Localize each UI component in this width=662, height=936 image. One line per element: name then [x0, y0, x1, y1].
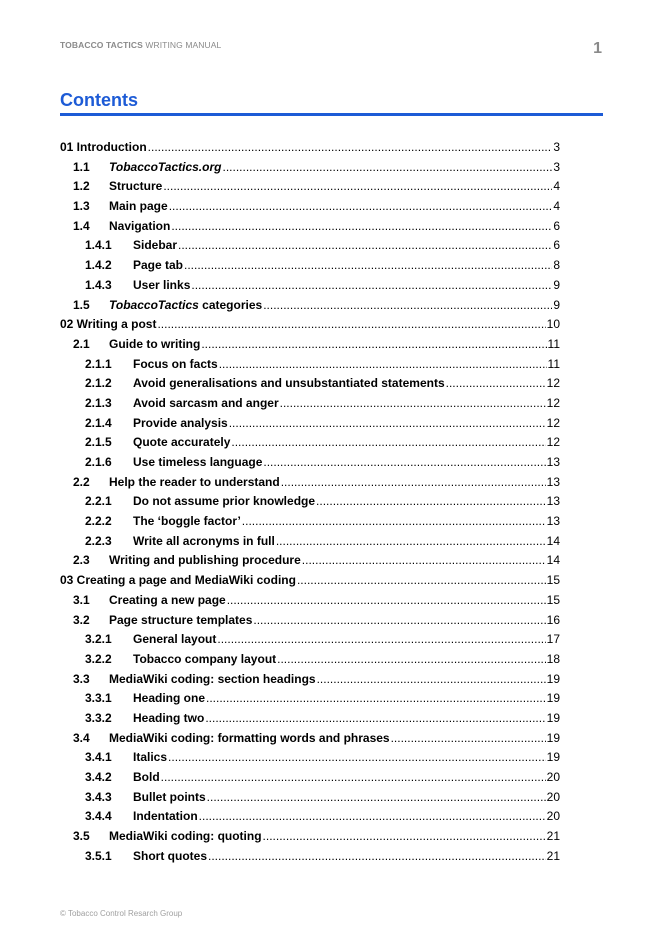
toc-entry-page: 19	[546, 671, 560, 686]
toc-entry-number: 3.3	[73, 671, 90, 686]
toc-entry[interactable]	[60, 691, 560, 711]
toc-entry-number: 3.4.1	[85, 750, 112, 765]
toc-entry[interactable]	[60, 238, 560, 258]
toc-entry-page: 4	[553, 199, 560, 214]
toc-entry[interactable]	[60, 357, 560, 377]
dot-leader	[222, 160, 552, 174]
toc-entry-number: 3.4	[73, 730, 90, 745]
toc-entry-page: 12	[546, 435, 560, 450]
toc-entry-page: 17	[546, 632, 560, 647]
toc-entry-page: 18	[546, 651, 560, 666]
toc-entry[interactable]	[60, 455, 560, 475]
toc-entry[interactable]	[60, 553, 560, 573]
dot-leader	[231, 435, 545, 449]
header-subtitle: WRITING MANUAL	[145, 40, 222, 50]
toc-entry[interactable]	[60, 652, 560, 672]
toc-entry[interactable]	[60, 258, 560, 278]
dot-leader	[446, 376, 546, 390]
dot-leader	[206, 691, 546, 705]
toc-entry[interactable]	[60, 475, 560, 495]
toc-entry-page: 6	[553, 238, 560, 253]
dot-leader	[242, 514, 546, 528]
dot-leader	[317, 672, 546, 686]
toc-entry-page: 16	[546, 612, 560, 627]
toc-entry-page: 10	[546, 317, 560, 332]
toc-entry-title: Creating a new page	[109, 592, 226, 607]
toc-entry-title: Short quotes	[133, 848, 207, 863]
toc-entry[interactable]	[60, 711, 560, 731]
toc-entry-title: Avoid sarcasm and anger	[133, 395, 279, 410]
toc-entry-page: 11	[547, 356, 560, 371]
toc-entry-page: 8	[553, 258, 560, 273]
dot-leader	[219, 357, 547, 371]
toc-entry-page: 19	[546, 691, 560, 706]
toc-entry-number: 2.1.2	[85, 376, 112, 391]
dot-leader	[168, 750, 546, 764]
toc-entry-title: Bold	[133, 770, 160, 784]
dot-leader	[171, 219, 552, 233]
toc-entry-number: 3.5	[73, 829, 90, 844]
toc-entry[interactable]	[60, 750, 560, 770]
toc-entry-page: 3	[553, 140, 560, 154]
toc-entry-number: 3.2.2	[85, 651, 112, 666]
toc-entry[interactable]	[60, 829, 560, 849]
toc-entry-page: 21	[546, 848, 560, 863]
page-number: 1	[593, 40, 602, 57]
title-rule	[60, 113, 603, 116]
dot-leader	[316, 494, 546, 508]
toc-entry-number: 1.5	[73, 297, 90, 312]
toc-entry-page: 15	[546, 573, 560, 588]
toc-entry-title: Avoid generalisations and unsubstantiated statements	[133, 376, 445, 391]
toc-entry-title: Heading one	[133, 691, 206, 706]
dot-leader	[163, 179, 552, 193]
toc-entry-title: Indentation	[133, 809, 198, 824]
toc-entry-title: Page structure templates	[109, 612, 253, 627]
toc-entry-title: TobaccoTactics categories	[109, 297, 263, 312]
toc-entry-page: 12	[546, 395, 560, 410]
toc-entry-page: 14	[546, 533, 560, 548]
toc-entry-number: 2.1.1	[85, 356, 112, 371]
toc-entry[interactable]	[60, 160, 560, 180]
toc-entry-page: 12	[546, 415, 560, 430]
dot-leader	[276, 534, 546, 548]
toc-entry-page: 9	[553, 297, 560, 312]
toc-entry-page: 4	[553, 179, 560, 194]
toc-entry-number: 3.3.2	[85, 710, 112, 725]
toc-entry-title: Italics	[133, 750, 168, 765]
toc-entry-page: 12	[546, 376, 560, 391]
dot-leader	[263, 455, 545, 469]
toc-entry-number: 2.2.3	[85, 533, 112, 548]
toc-entry-number: 1.3	[73, 199, 90, 214]
toc-entry[interactable]	[60, 179, 560, 199]
toc-entry-number: 2.2.2	[85, 514, 112, 529]
toc-entry[interactable]	[60, 298, 560, 318]
toc-entry[interactable]	[60, 809, 560, 829]
dot-leader	[207, 790, 546, 804]
toc-entry-number: 1.2	[73, 179, 90, 194]
dot-leader	[281, 475, 546, 489]
toc-entry-number: 2.1.4	[85, 415, 112, 430]
dot-leader	[391, 731, 546, 745]
toc-entry-page: 9	[553, 277, 560, 292]
toc-entry-title: Write all acronyms in full	[133, 533, 275, 548]
toc-entry-number: 3.4.3	[85, 789, 112, 804]
toc-entry[interactable]	[60, 849, 560, 869]
toc-entry-number: 2.2.1	[85, 494, 112, 509]
toc-entry-page: 13	[546, 474, 560, 489]
toc-entry-number: 2.3	[73, 553, 90, 568]
toc-entry-number: 3.2.1	[85, 632, 112, 647]
toc-entry-number: 3.3.1	[85, 691, 112, 706]
toc-entry-page: 20	[546, 809, 560, 824]
toc-entry-page: 6	[553, 218, 560, 233]
toc-entry-title: Focus on facts	[133, 356, 218, 371]
table-of-contents	[60, 140, 560, 868]
dot-leader	[199, 809, 546, 823]
toc-entry-page: 20	[546, 789, 560, 804]
toc-entry-page: 13	[546, 455, 560, 469]
toc-entry-number: 2.1.5	[85, 435, 112, 450]
toc-entry-number: 2.2	[73, 474, 90, 489]
dot-leader	[253, 613, 545, 627]
toc-entry[interactable]	[60, 672, 560, 692]
toc-entry[interactable]	[60, 573, 560, 593]
toc-entry-number: 3.4.2	[85, 770, 112, 784]
toc-entry[interactable]	[60, 593, 560, 613]
toc-entry[interactable]	[60, 396, 560, 416]
dot-leader	[263, 829, 546, 843]
toc-entry[interactable]	[60, 534, 560, 554]
toc-entry-page: 20	[546, 770, 560, 784]
toc-entry[interactable]	[60, 770, 560, 790]
toc-entry[interactable]	[60, 632, 560, 652]
toc-entry-number: 2.1	[73, 336, 90, 351]
dot-leader	[217, 632, 545, 646]
dot-leader	[157, 317, 545, 331]
toc-entry[interactable]	[60, 613, 560, 633]
toc-entry-title: Help the reader to understand	[109, 474, 280, 489]
toc-entry-page: 13	[546, 514, 560, 529]
toc-entry-number: 1.4.1	[85, 238, 112, 253]
dot-leader	[229, 416, 546, 430]
toc-entry[interactable]	[60, 790, 560, 810]
toc-entry-title: Provide analysis	[133, 415, 228, 430]
toc-entry-page: 11	[547, 336, 560, 351]
toc-entry-title: 02 Writing a post	[60, 317, 157, 332]
toc-entry-page: 14	[546, 553, 560, 568]
toc-entry-page: 19	[546, 750, 560, 765]
toc-entry-title: Do not assume prior knowledge	[133, 494, 316, 509]
toc-entry-title: MediaWiki coding: quoting	[109, 829, 262, 844]
dot-leader	[148, 140, 553, 154]
toc-entry-title: Main page	[109, 199, 168, 214]
toc-entry[interactable]	[60, 317, 560, 337]
toc-entry-title: Sidebar	[133, 238, 178, 253]
toc-entry[interactable]	[60, 278, 560, 298]
toc-entry-title: Bullet points	[133, 789, 206, 804]
toc-entry[interactable]	[60, 337, 560, 357]
toc-entry-number: 1.1	[73, 159, 90, 174]
dot-leader	[302, 553, 546, 567]
toc-entry[interactable]	[60, 219, 560, 239]
dot-leader	[263, 298, 552, 312]
toc-entry[interactable]	[60, 494, 560, 514]
dot-leader	[280, 396, 546, 410]
toc-entry-title: Guide to writing	[109, 336, 201, 351]
toc-entry-title: Tobacco company layout	[133, 651, 277, 666]
toc-entry-title: Writing and publishing procedure	[109, 553, 301, 568]
toc-entry[interactable]	[60, 140, 560, 160]
dot-leader	[161, 770, 546, 784]
toc-entry-title: The ‘boggle factor’	[133, 514, 241, 529]
header-brand: TOBACCO TACTICS	[60, 40, 143, 50]
dot-leader	[169, 199, 553, 213]
dot-leader	[178, 238, 552, 252]
toc-entry[interactable]	[60, 376, 560, 396]
toc-entry[interactable]	[60, 416, 560, 436]
footer-copyright: © Tobacco Control Resarch Group	[60, 909, 183, 918]
toc-entry[interactable]	[60, 514, 560, 534]
toc-entry-title: User links	[133, 277, 191, 292]
dot-leader	[227, 593, 546, 607]
toc-entry-page: 3	[553, 159, 560, 174]
toc-entry-number: 3.4.4	[85, 809, 112, 824]
toc-entry[interactable]	[60, 731, 560, 751]
toc-entry[interactable]	[60, 435, 560, 455]
toc-entry-number: 2.1.6	[85, 455, 112, 469]
contents-title: Contents	[60, 90, 138, 110]
dot-leader	[277, 652, 546, 666]
toc-entry-title: Structure	[109, 179, 163, 194]
toc-entry-number: 1.4.2	[85, 258, 112, 273]
dot-leader	[184, 258, 552, 272]
toc-entry-title: Use timeless language	[133, 455, 263, 469]
toc-entry-page: 15	[546, 592, 560, 607]
running-header	[60, 40, 221, 50]
toc-entry-title: Navigation	[109, 218, 171, 233]
toc-entry-title: MediaWiki coding: formatting words and phrases	[109, 730, 390, 745]
toc-entry-title: Heading two	[133, 710, 205, 725]
toc-entry-number: 3.1	[73, 592, 90, 607]
toc-entry-title: TobaccoTactics.org	[109, 159, 222, 174]
toc-entry-number: 1.4	[73, 218, 90, 233]
dot-leader	[297, 573, 546, 587]
toc-entry[interactable]	[60, 199, 560, 219]
toc-entry-number: 1.4.3	[85, 277, 112, 292]
toc-entry-number: 2.1.3	[85, 395, 112, 410]
toc-entry-title: General layout	[133, 632, 217, 647]
toc-entry-title: Page tab	[133, 258, 184, 273]
toc-entry-title: 03 Creating a page and MediaWiki coding	[60, 573, 296, 588]
toc-entry-page: 19	[546, 710, 560, 725]
dot-leader	[205, 711, 545, 725]
dot-leader	[201, 337, 546, 351]
dot-leader	[208, 849, 546, 863]
toc-entry-number: 3.2	[73, 612, 90, 627]
dot-leader	[191, 278, 552, 292]
toc-entry-page: 21	[546, 829, 560, 844]
toc-entry-title: Quote accurately	[133, 435, 231, 450]
toc-entry-page: 13	[546, 494, 560, 509]
toc-entry-title: 01 Introduction	[60, 140, 147, 154]
toc-entry-number: 3.5.1	[85, 848, 112, 863]
toc-entry-title: MediaWiki coding: section headings	[109, 671, 316, 686]
toc-entry-page: 19	[546, 730, 560, 745]
